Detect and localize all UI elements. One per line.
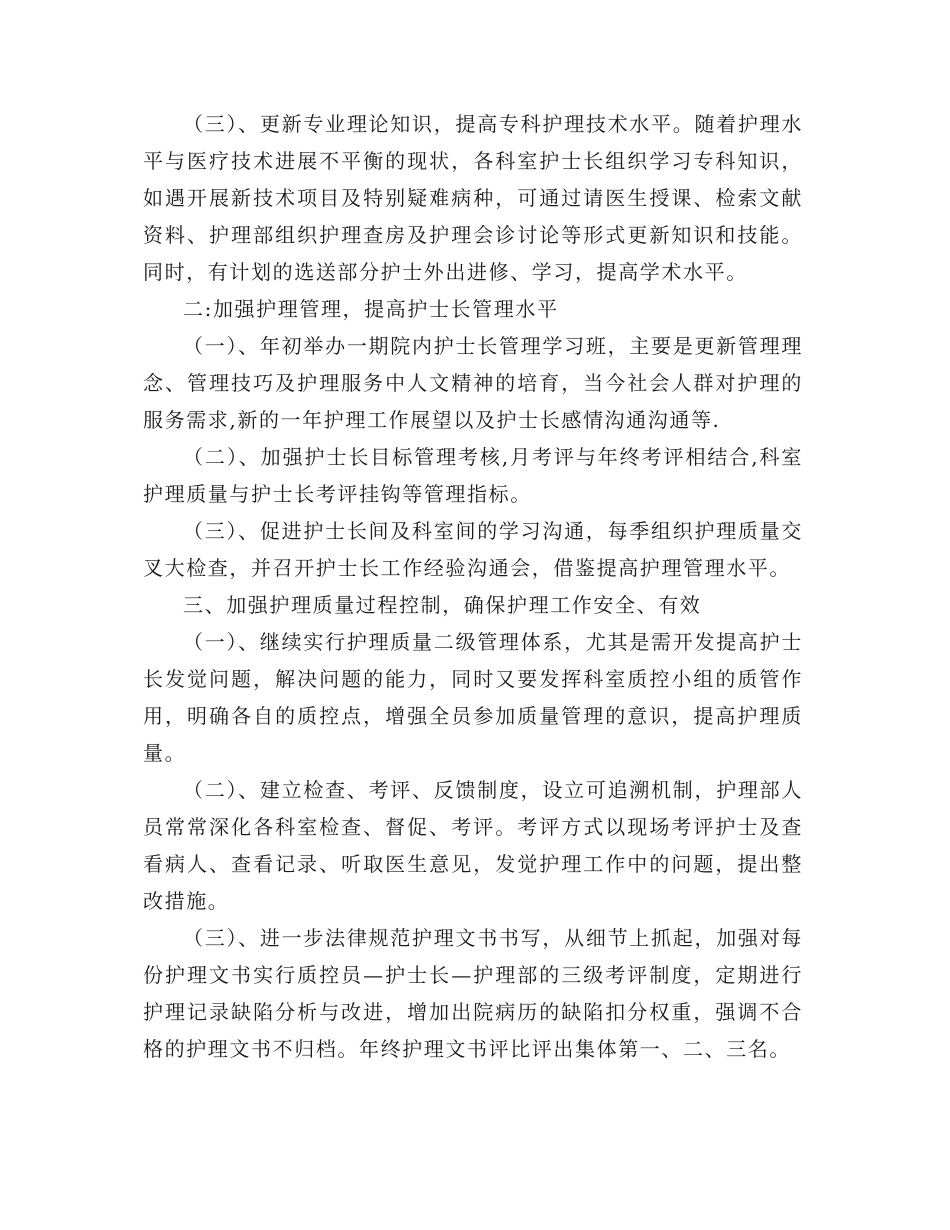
paragraph-section-1-item-3: （三）、更新专业理论知识，提高专科护理技术水平。随着护理水平与医疗技术进展不平衡的现状，各科室护士长组织学习专科知识，如遇开展新技术项目及特别疑难病种，可通过请医生授课、检索文献资料、护理部组织护理查房及护理会诊讨论等形式更新知识和技能。同时，有计划的选送部分护士外出进修、学习，提高学术水平。 — [143, 112, 803, 284]
paragraph-section-3-item-2: （二）、建立检查、考评、反馈制度，设立可追溯机制，护理部人员常常深化各科室检查、督促、考评。考评方式以现场考评护士及查看病人、查看记录、听取医生意见，发觉护理工作中的问题，提出整改措施。 — [143, 778, 803, 913]
paragraph-section-3-item-1: （一）、继续实行护理质量二级管理体系，尤其是需开发提高护士长发觉问题，解决问题的能力，同时又要发挥科室质控小组的质管作用，明确各自的质控点，增强全员参加质量管理的意识，提高护理质量。 — [143, 630, 803, 765]
paragraph-section-2-item-2: （二）、加强护士长目标管理考核,月考评与年终考评相结合,科室护理质量与护士长考评挂钩等管理指标。 — [143, 445, 803, 506]
paragraph-section-2-item-3: （三）、促进护士长间及科室间的学习沟通，每季组织护理质量交叉大检查，并召开护士长工作经验沟通会，借鉴提高护理管理水平。 — [143, 519, 803, 580]
heading-section-2: 二:加强护理管理，提高护士长管理水平 — [183, 297, 559, 321]
heading-section-3: 三、加强护理质量过程控制，确保护理工作安全、有效 — [183, 593, 702, 617]
paragraph-section-3-item-3: （三）、进一步法律规范护理文书书写，从细节上抓起，加强对每份护理文书实行质控员—护士长—护理部的三级考评制度，定期进行护理记录缺陷分析与改进，增加出院病历的缺陷扣分权重，强调不合格的护理文书不归档。年终护理文书评比评出集体第一、二、三名。 — [143, 926, 803, 1061]
document-body — [143, 106, 803, 1068]
paragraph-section-2-item-1: （一）、年初举办一期院内护士长管理学习班，主要是更新管理理念、管理技巧及护理服务中人文精神的培育，当今社会人群对护理的服务需求,新的一年护理工作展望以及护士长感情沟通沟通等. — [143, 334, 803, 432]
